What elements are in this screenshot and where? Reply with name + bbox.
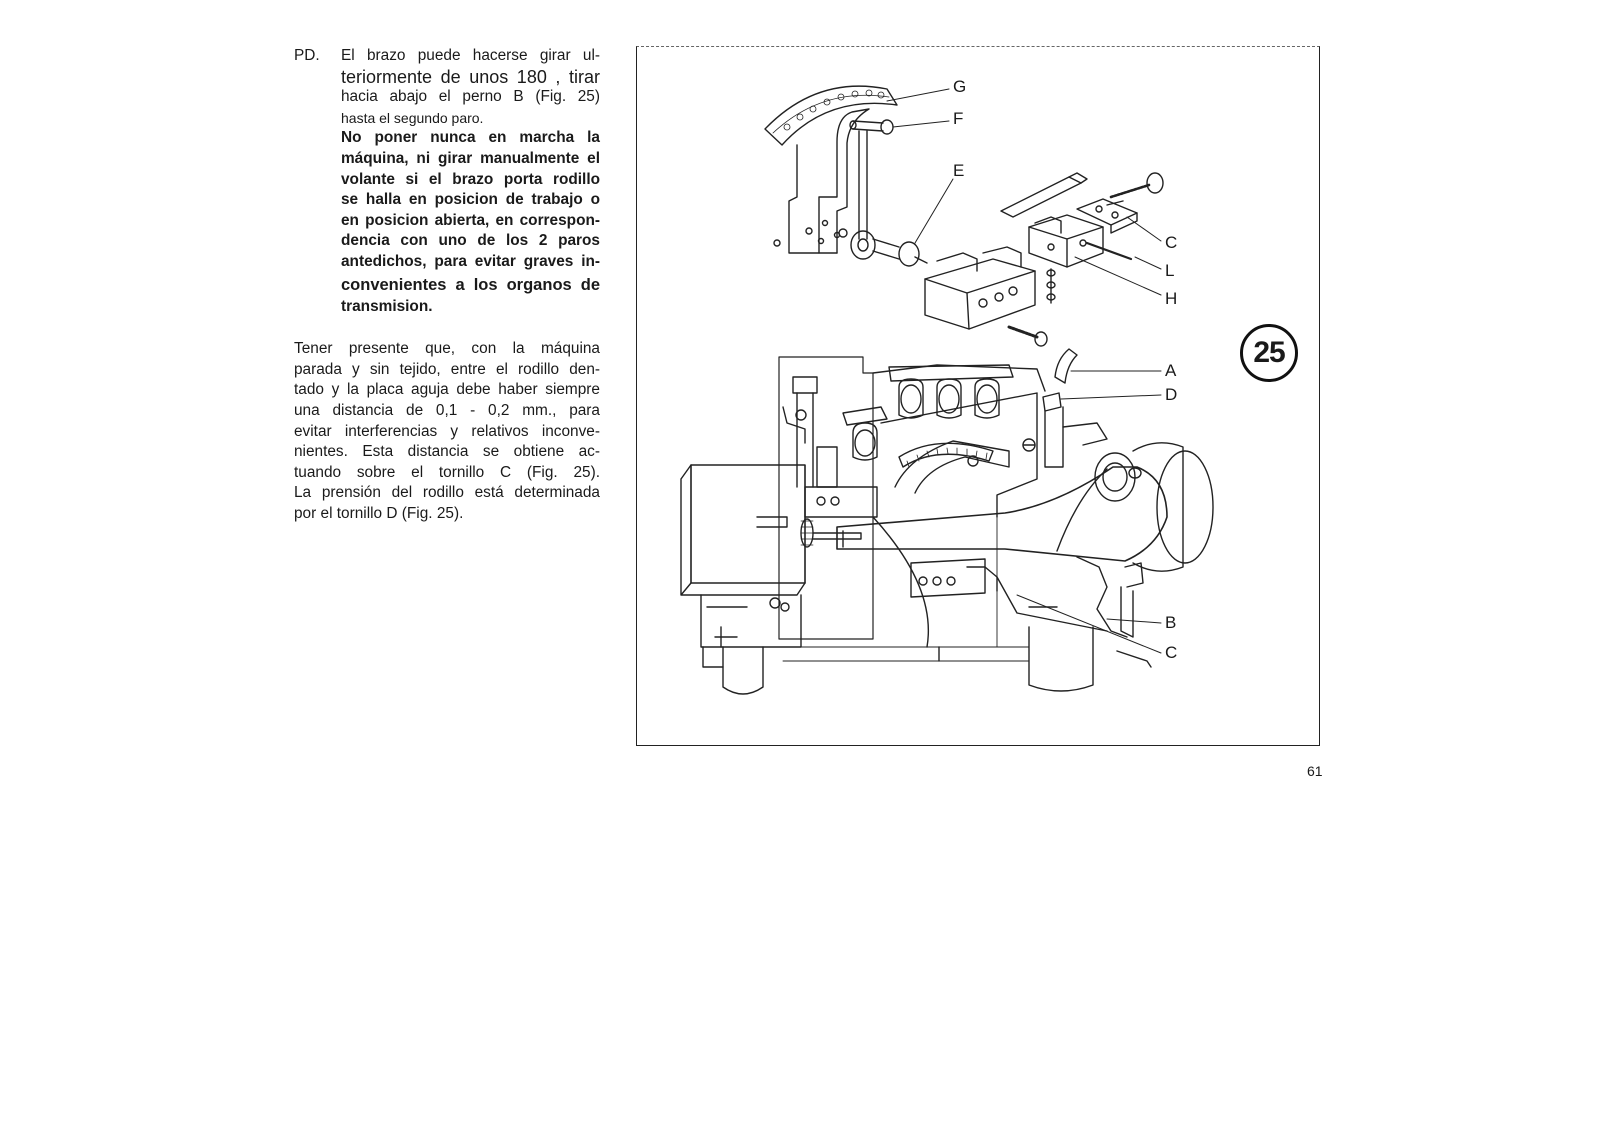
right-block — [1029, 215, 1103, 303]
loose-screw — [1009, 327, 1037, 337]
para-line: una distancia de 0,1 - 0,2 mm., para — [294, 401, 600, 419]
callout-c-bottom: C — [1165, 643, 1178, 662]
callout-a: A — [1165, 361, 1177, 380]
flat-lever — [1001, 173, 1087, 217]
callout-e: E — [953, 161, 965, 180]
warning-line: en posicion abierta, en correspon- — [341, 211, 600, 229]
para-line: La prensión del rodillo está determinada — [294, 484, 600, 502]
figure-number-badge: 25 — [1240, 324, 1298, 382]
distance-paragraph — [294, 339, 600, 524]
callout-h: H — [1165, 289, 1178, 308]
scale-bracket — [765, 86, 897, 253]
warning-line: transmision. — [341, 297, 433, 315]
machine-diagram — [637, 47, 1321, 747]
para-line: tuando sobre el tornillo C (Fig. 25). — [294, 463, 600, 481]
roller-assembly — [851, 231, 927, 266]
pd-line: El brazo puede hacerse girar ul- — [341, 47, 600, 64]
clamp-plate — [1077, 173, 1163, 259]
pd-line: hasta el segundo paro. — [341, 109, 484, 126]
figure-25-frame — [636, 46, 1320, 746]
warning-line: antedichos, para evitar graves in- — [341, 252, 600, 270]
para-line: por el tornillo D (Fig. 25). — [294, 504, 464, 522]
page-number: 61 — [1307, 763, 1323, 779]
para-line: tado y la placa aguja debe haber siempre — [294, 381, 600, 399]
warning-line: convenientes a los organos de — [341, 275, 600, 294]
pd-line: hacia abajo el perno B (Fig. 25) — [341, 88, 600, 106]
callout-l: L — [1165, 261, 1175, 280]
para-line: evitar interferencias y relativos inconve- — [294, 422, 600, 440]
callout-g: G — [953, 77, 967, 96]
callout-lines-top — [887, 89, 1161, 295]
callout-d: D — [1165, 385, 1178, 404]
warning-line: No poner nunca en marcha la — [341, 129, 600, 147]
warning-line: dencia con uno de los 2 paros — [341, 232, 600, 250]
para-line: parada y sin tejido, entre el rodillo den- — [294, 360, 600, 378]
para-line: nientes. Esta distancia se obtiene ac- — [294, 443, 600, 461]
screw-head — [1035, 332, 1047, 346]
callout-c-top: C — [1165, 233, 1178, 252]
pd-section — [294, 46, 600, 317]
warning-line: máquina, ni girar manualmente el — [341, 149, 600, 167]
pd-line: teriormente de unos 180 , tirar — [341, 66, 600, 87]
warning-line: volante si el brazo porta rodillo — [341, 170, 600, 188]
pd-tag: PD. — [294, 47, 320, 64]
pd-body — [341, 46, 600, 317]
callout-b: B — [1165, 613, 1177, 632]
warning-line: se halla en posicion de trabajo o — [341, 191, 600, 209]
para-line: Tener presente que, con la máquina — [294, 340, 600, 358]
callout-f: F — [953, 109, 964, 128]
slide-block — [925, 247, 1035, 329]
text-column — [294, 46, 600, 524]
callout-lines-bottom — [1017, 371, 1161, 653]
